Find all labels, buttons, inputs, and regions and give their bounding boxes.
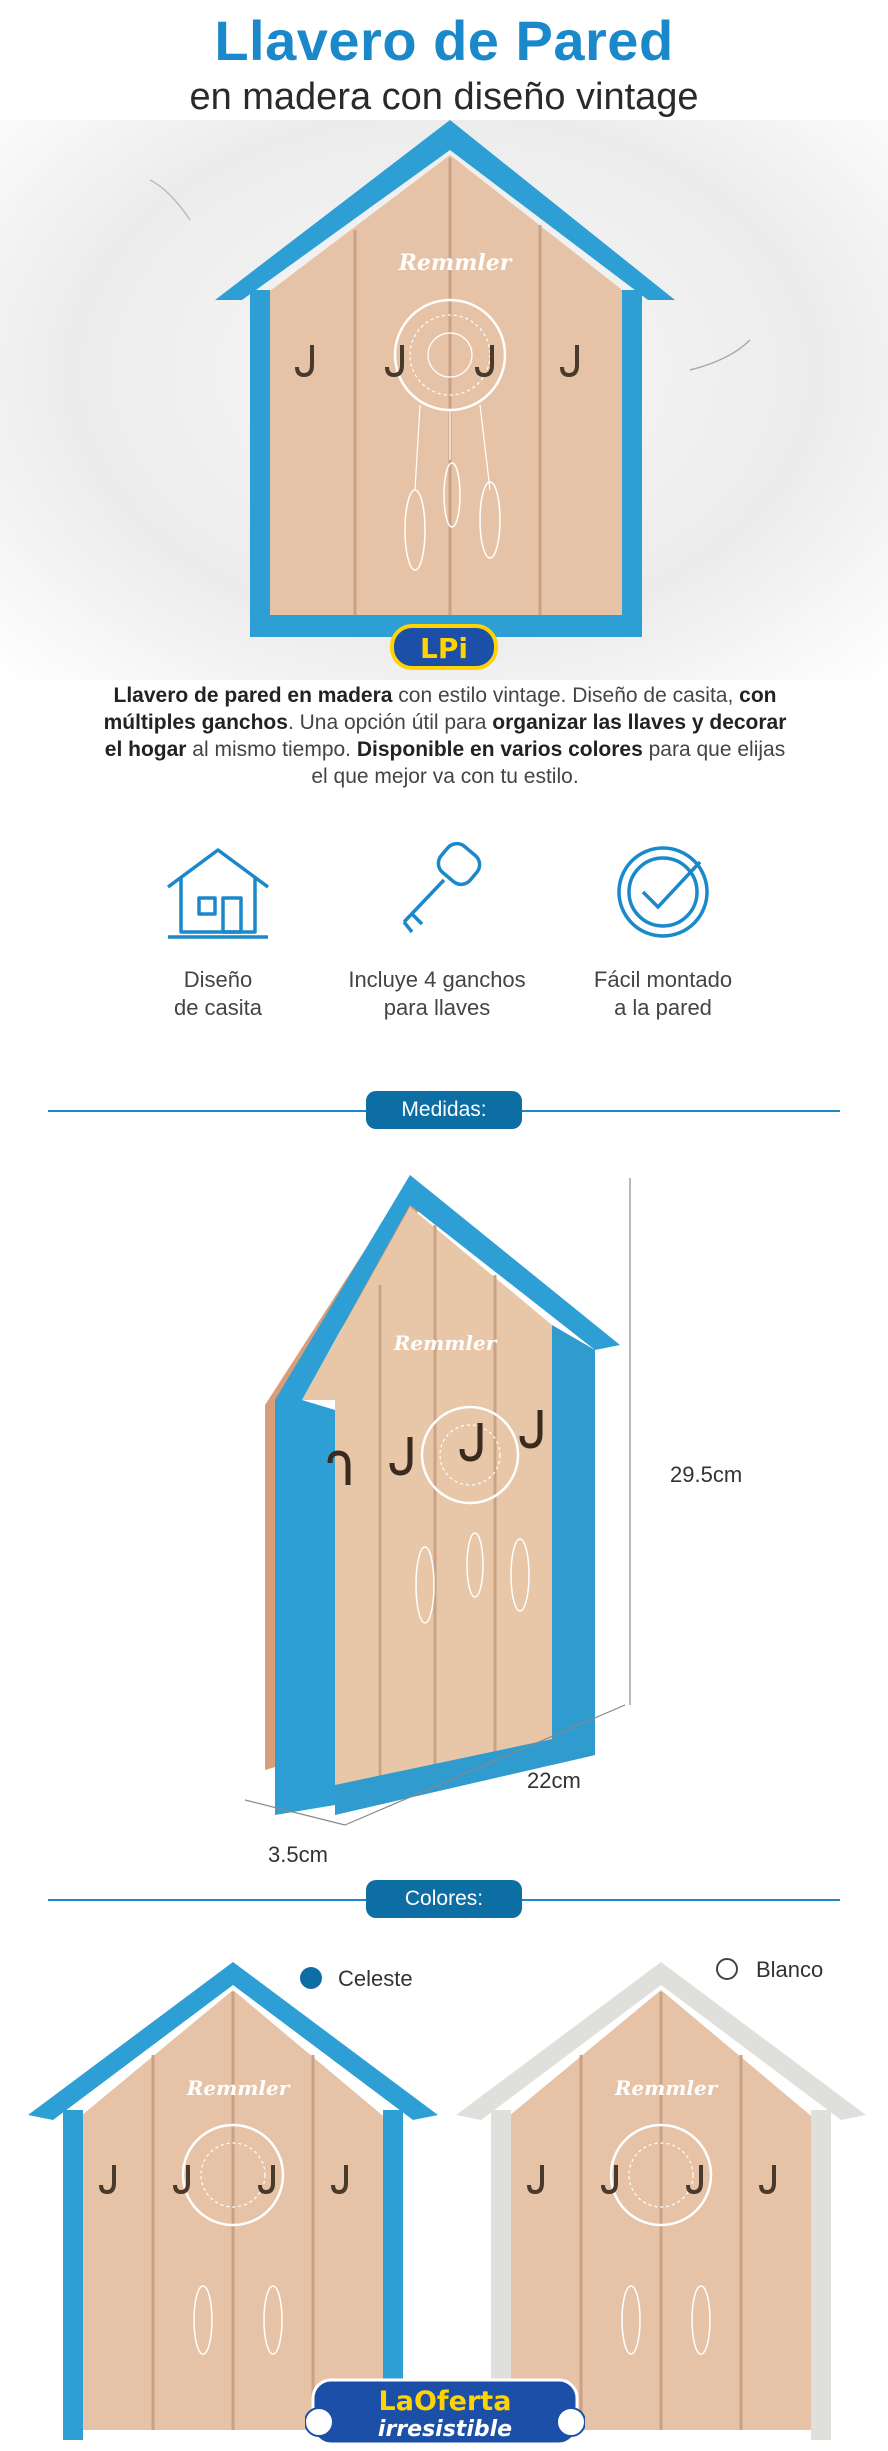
product-description: Llavero de pared en madera con estilo vintage. Diseño de casita, con múltiples ganchos. Una opción útil para organizar las llaves y decorar el hogar al mismo tiempo. Disponible en varios colores para que elijas el que mejor va con tu estilo.	[103, 684, 787, 788]
svg-text:Remmler: Remmler	[186, 2076, 290, 2100]
feature-label: Fácil montado a la pared	[593, 967, 733, 1020]
wood-inscription: Remmler	[398, 250, 512, 276]
section-label-medidas: Medidas:	[366, 1091, 522, 1129]
color-product-blanco[interactable]	[456, 1960, 866, 2440]
brand-badge-text: LPi	[420, 632, 468, 665]
svg-text:Remmler: Remmler	[614, 2076, 718, 2100]
feature-label: Diseño de casita	[173, 967, 263, 1020]
feature-label: Incluye 4 ganchos para llaves	[348, 967, 526, 1020]
footer-logo-line1: LaOferta	[378, 2386, 512, 2417]
color-product-celeste[interactable]	[28, 1960, 438, 2440]
svg-text:Remmler: Remmler	[393, 1331, 497, 1355]
thumbs-up-icon	[557, 2408, 585, 2436]
width-dimension: 22cm	[527, 1768, 581, 1793]
footer-logo	[305, 2378, 585, 2446]
thumbs-up-icon	[305, 2408, 333, 2436]
color-label-celeste: Celeste	[338, 1966, 413, 1991]
depth-dimension: 3.5cm	[268, 1842, 328, 1867]
footer-logo-line2: irresistible	[377, 2417, 513, 2442]
page-subtitle: en madera con diseño vintage	[189, 76, 699, 118]
page-title: Llavero de Pared	[214, 9, 674, 72]
height-dimension: 29.5cm	[670, 1462, 743, 1487]
section-label-colores: Colores:	[366, 1880, 522, 1918]
color-label-blanco: Blanco	[756, 1957, 824, 1982]
